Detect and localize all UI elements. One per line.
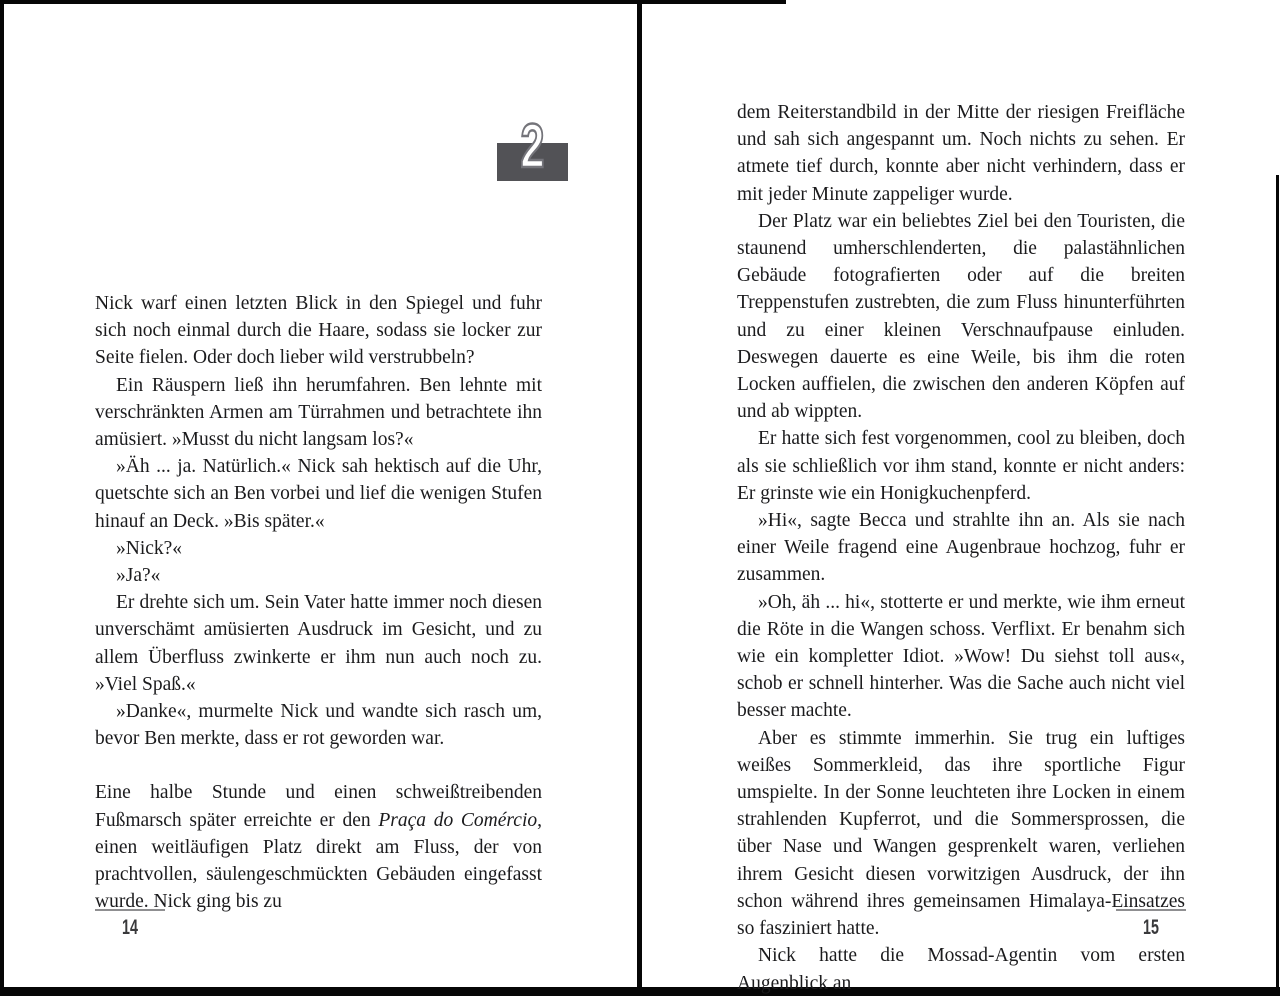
text-run: Ein Räuspern ließ ihn herumfahren. Ben lehnte mit verschränkten Armen am Türrahmen und betrachtete ihn amüsiert. »Musst du nicht langsam los?«	[95, 374, 542, 451]
footer-rule-left	[95, 909, 165, 911]
text-run: , einen weitläufigen Platz direkt am Fluss, der von prachtvollen, säulengeschmückten Gebäuden eingefasst wurde. Nick ging bis zu	[95, 809, 542, 913]
paragraph	[95, 698, 542, 752]
paragraph	[737, 589, 1185, 725]
text-run: »Ja?«	[116, 565, 161, 587]
text-run: Nick hatte die Mossad-Agentin vom ersten Augenblick an	[737, 945, 1185, 994]
text-run: Er drehte sich um. Sein Vater hatte immer noch diesen unverschämt amüsierten Ausdruck im Gesicht, und zu allem Überfluss zwinkerte er ihm nun auch noch zu. »Viel Spaß.«	[95, 592, 542, 695]
text-run: dem Reiterstandbild in der Mitte der riesigen Freifläche und sah sich angespannt um. Noch nichts zu sehen. Er atmete tief durch, konnte aber nicht verhindern, dass er mit jeder Minute zappeliger wurde.	[737, 102, 1185, 205]
paragraph	[737, 425, 1185, 507]
text-run: Er hatte sich fest vorgenommen, cool zu bleiben, doch als sie schließlich vor ihm stand, konnte er nicht anders: Er grinste wie ein Honigkuchenpferd.	[737, 428, 1185, 504]
paragraph	[737, 208, 1185, 426]
page-footer-left	[95, 909, 165, 940]
text-run: »Danke«, murmelte Nick und wandte sich rasch um, bevor Ben merkte, dass er rot geworden war.	[95, 701, 542, 750]
scan-edge-right	[1276, 175, 1279, 996]
chapter-number: 2	[520, 112, 545, 181]
text-run: »Nick?«	[116, 537, 183, 559]
body-text-left	[95, 290, 542, 915]
text-run: »Oh, äh ... hi«, stotterte er und merkte, wie ihm erneut die Röte in die Wangen schoss. Verflixt. Er benahm sich wie ein kompletter Idiot. »Wow! Du siehst toll aus«, schob er schnell hinterher. Was die Sache auch nicht viel besser machte.	[737, 591, 1185, 722]
text-run: »Äh ... ja. Natürlich.« Nick sah hektisch auf die Uhr, quetschte sich an Ben vorbei und lief die wenigen Stufen hinauf an Deck. »Bis später.«	[95, 456, 542, 532]
scan-edge-top	[0, 0, 786, 4]
text-run: »Hi«, sagte Becca und strahlte ihn an. Als sie nach einer Weile fragend eine Augenbraue hochzog, fuhr er zusammen.	[737, 510, 1185, 586]
paragraph	[95, 779, 542, 915]
paragraph	[95, 453, 542, 535]
paragraph	[95, 535, 542, 562]
paragraph	[95, 562, 542, 589]
text-run: Der Platz war ein beliebtes Ziel bei den Touristen, die staunend umherschlenderten, die palastähnlichen Gebäude fotografierten oder auf die breiten Treppenstufen zustrebten, die zum Fluss hinunterführten und zu einer kleinen Verschnaufpause einluden. Deswegen dauerte es eine Weile, bis ihm die roten Locken auffielen, die zwischen den anderen Köpfen auf und ab wippten.	[737, 210, 1185, 423]
paragraph	[95, 372, 542, 454]
scan-edge-left	[0, 0, 4, 996]
paragraph	[737, 507, 1185, 589]
paragraph	[737, 942, 1185, 996]
page-number-right: 15	[1143, 916, 1159, 939]
footer-rule-right	[1116, 909, 1186, 911]
text-run: Eine halbe Stunde und einen schweißtreibenden Fußmarsch später erreichte er den	[95, 782, 542, 831]
page-footer-right	[1116, 909, 1186, 940]
paragraph	[737, 99, 1185, 208]
italic-text-run: Praça do Comércio	[378, 809, 538, 831]
paragraph	[95, 290, 542, 372]
page-number-left: 14	[122, 916, 138, 939]
paragraph	[95, 589, 542, 698]
page-gutter-line	[637, 0, 642, 996]
body-text-right	[737, 99, 1185, 996]
text-run: Nick warf einen letzten Blick in den Spiegel und fuhr sich noch einmal durch die Haare, sodass sie locker zur Seite fielen. Oder doch lieber wild verstrubbeln?	[95, 293, 542, 369]
text-run: Aber es stimmte immerhin. Sie trug ein luftiges weißes Sommerkleid, das ihre sportliche Figur umspielte. In der Sonne leuchteten ihre Locken in einem strahlenden Kupferrot, und die Sommersprossen, die über Nase und Wangen gesprenkelt waren, verliehen ihrem Gesicht diesen vorwitzigen Ausdruck, der ihn schon während ihres gemeinsamen Himalaya-Einsatzes so fasziniert hatte.	[737, 727, 1185, 940]
